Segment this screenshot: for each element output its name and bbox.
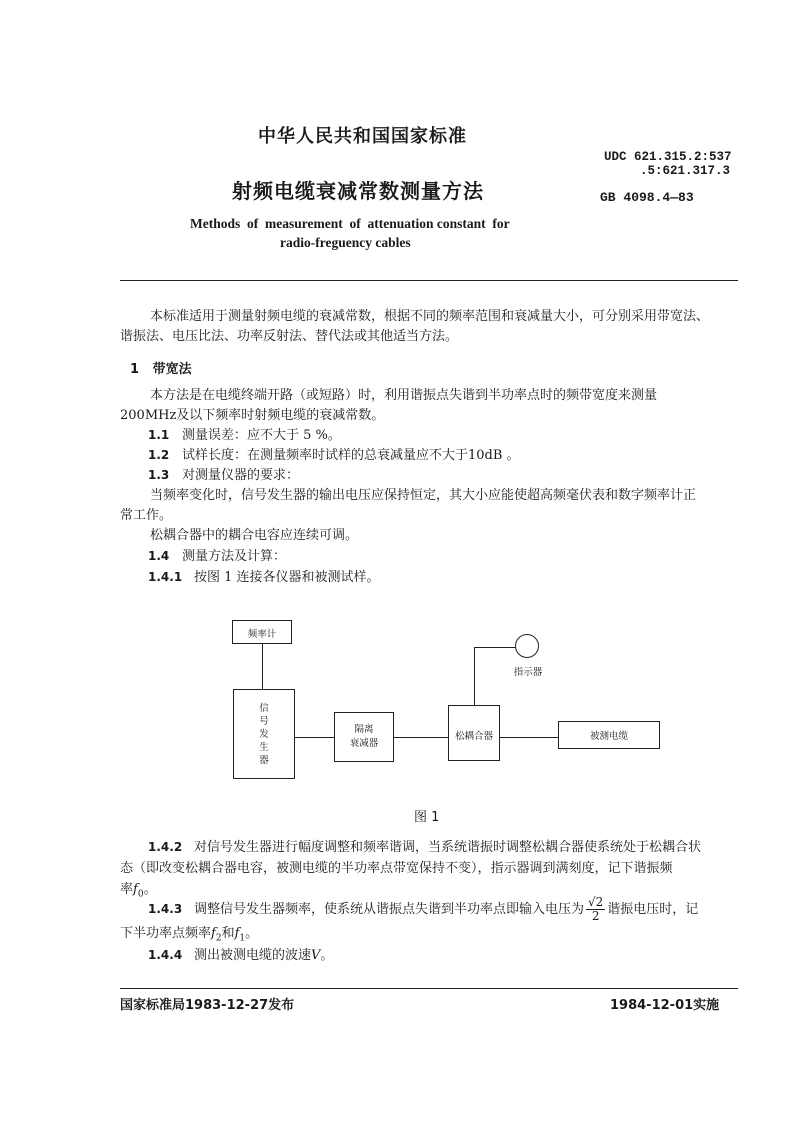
section-title: 带宽法 <box>152 362 192 377</box>
wire-counter-to-generator <box>262 643 263 689</box>
figure-caption: 图 1 <box>414 810 440 825</box>
fraction-sqrt2-over-2 <box>586 896 605 923</box>
clause-number: 1.1 <box>148 428 170 442</box>
document-title: 射频电缆衰减常数测量方法 <box>232 179 484 203</box>
clause-text-cont: 谐振电压时，记 <box>607 902 699 917</box>
indicator-icon <box>515 634 539 658</box>
para-1-line1: 本方法是在电缆终端开路（或短路）时，利用谐振点失谐到半功率点时的频带宽度来测量 <box>150 388 658 403</box>
symbol-f: f <box>211 926 216 941</box>
clause-text: 测出被测电缆的波速 <box>194 948 312 963</box>
clause-text: 试样长度：在测量频率时试样的总衰减量应不大于10dB 。 <box>182 448 520 463</box>
udc-code-line1: UDC 621.315.2:537 <box>604 150 732 164</box>
gen-char: 号 <box>259 716 269 727</box>
text-part: 。 <box>245 926 259 941</box>
udc-code-line2: .5:621.317.3 <box>640 164 731 178</box>
isolator-attenuator-label <box>334 723 394 751</box>
clause-text: 对信号发生器进行幅度调整和频率谐调，当系统谐振时调整松耦合器使系统处于松耦合状 <box>194 840 702 855</box>
text-part: 。 <box>143 882 157 897</box>
wire-to-indicator <box>474 647 516 648</box>
frequency-counter-label: 频率计 <box>247 629 277 640</box>
clause-number: 1.4.1 <box>148 570 183 584</box>
clause-text: 测量方法及计算： <box>182 549 287 564</box>
loose-coupler-label: 松耦合器 <box>454 731 493 742</box>
footer-rule <box>120 988 738 989</box>
clause-text: 测量误差：应不大于 5 %。 <box>182 428 341 443</box>
cable-under-test-label: 被测电缆 <box>589 731 628 742</box>
clause-1-4 <box>148 545 286 564</box>
clause-number: 1.4 <box>148 549 170 563</box>
english-title-line2: radio-freguency cables <box>280 235 411 250</box>
wire-generator-to-isolator <box>294 737 334 738</box>
gen-char: 生 <box>259 742 269 753</box>
text-part: 下半功率点频率 <box>120 926 212 941</box>
symbol-v: V <box>311 948 321 963</box>
para-1-3-line1: 当频率变化时，信号发生器的输出电压应保持恒定，其大小应能使超高频毫伏表和数字频率计正 <box>150 488 697 503</box>
clause-text: 对测量仪器的要求： <box>182 468 300 483</box>
text-part: 和 <box>221 926 235 941</box>
intro-line1: 本标准适用于测量射频电缆的衰减常数，根据不同的频率范围和衰减量大小，可分别采用带宽法、 <box>150 309 710 324</box>
fraction-denominator: 2 <box>591 909 600 923</box>
section-1-heading <box>130 358 192 377</box>
para-1-3-line3: 松耦合器中的耦合电容应连续可调。 <box>150 528 359 543</box>
fraction-numerator: √2 <box>588 895 604 909</box>
clause-number: 1.4.2 <box>148 840 183 854</box>
effective-date: 1984-12-01实施 <box>610 998 720 1013</box>
intro-line2: 谐振法、电压比法、功率反射法、替代法或其他适当方法。 <box>120 329 459 344</box>
clause-text: 按图 1 连接各仪器和被测试样。 <box>194 570 380 585</box>
clause-1-4-4 <box>148 944 333 963</box>
text-part: 。 <box>320 948 334 963</box>
clause-number: 1.3 <box>148 468 170 482</box>
clause-1-4-3-line1 <box>148 896 698 923</box>
signal-generator-label <box>233 702 295 767</box>
text-part: 率 <box>120 882 134 897</box>
symbol-subscript: 1 <box>239 933 246 944</box>
clause-1-4-2-line1 <box>148 836 701 855</box>
section-number: 1 <box>130 362 140 377</box>
gen-char: 发 <box>259 729 269 740</box>
clause-1-1 <box>148 424 341 443</box>
gen-char: 信 <box>259 703 269 714</box>
symbol-subscript: 2 <box>215 933 222 944</box>
header-rule <box>120 280 738 281</box>
wire-coupler-up <box>474 647 475 705</box>
clause-1-2 <box>148 444 520 463</box>
gb-number: GB 4098.4—83 <box>600 190 694 205</box>
gen-char: 器 <box>259 755 269 766</box>
clause-1-3 <box>148 464 299 483</box>
para-1-3-line2: 常工作。 <box>120 508 173 523</box>
para-1-line2: 200MHz及以下频率时射频电缆的衰减常数。 <box>120 408 385 423</box>
indicator-label: 指示器 <box>513 667 543 678</box>
symbol-f: f <box>234 926 240 941</box>
clause-1-4-1 <box>148 566 380 585</box>
english-title-line1: Methods of measurement of attenuation constant for <box>190 216 510 231</box>
wire-coupler-to-cable <box>500 737 558 738</box>
clause-1-4-2-line2: 态（即改变松耦合器电容，被测电缆的半功率点带宽保持不变），指示器调到满刻度，记下谐振频 <box>120 861 673 876</box>
wire-isolator-to-coupler <box>394 737 448 738</box>
symbol-f: f <box>133 882 138 897</box>
issue-date: 国家标准局1983-12-27发布 <box>120 998 295 1013</box>
clause-text: 调整信号发生器频率，使系统从谐振点失谐到半功率点即输入电压为 <box>194 902 585 917</box>
clause-1-4-3-line2 <box>120 922 258 944</box>
symbol-subscript: 0 <box>137 889 144 900</box>
standard-org: 中华人民共和国国家标准 <box>258 126 467 147</box>
isolator-label-line2: 衰减器 <box>349 738 379 749</box>
clause-number: 1.4.4 <box>148 948 183 962</box>
clause-number: 1.2 <box>148 448 170 462</box>
isolator-label-line1: 隔离 <box>354 724 374 735</box>
clause-number: 1.4.3 <box>148 902 183 916</box>
